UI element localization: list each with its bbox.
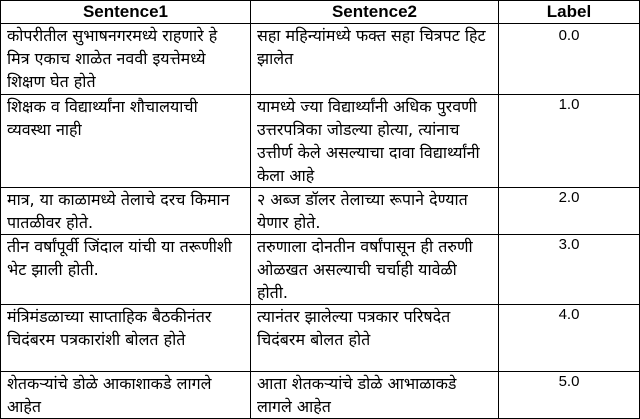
sentence2-cell: आता शेतकऱ्यांचे डोळे आभाळाकडे लागले आहेत [251, 372, 499, 419]
sentence1-cell: मात्र, या काळामध्ये तेलाचे दरच किमान पातळीवर होते. [1, 188, 251, 235]
sentence2-cell: सहा महिन्यांमध्ये फक्त सहा चित्रपट हिट झालेत [251, 24, 499, 95]
table-row [1, 95, 640, 188]
label-cell: 2.0 [499, 188, 640, 235]
header-label: Label [499, 1, 640, 24]
table-row [1, 372, 640, 419]
label-cell: 5.0 [499, 372, 640, 419]
sentence1-cell: तीन वर्षांपूर्वी जिंदाल यांची या तरूणीशी भेट झाली होती. [1, 235, 251, 305]
table-row [1, 188, 640, 235]
label-cell: 4.0 [499, 305, 640, 372]
label-cell: 0.0 [499, 24, 640, 95]
sentence1-cell: शेतकऱ्यांचे डोळे आकाशाकडे लागले आहेत [1, 372, 251, 419]
sentence2-cell: त्यानंतर झालेल्या पत्रकार परिषदेत चिदंबरम बोलत होते [251, 305, 499, 372]
sentence1-cell: कोपरीतील सुभाषनगरमध्ये राहणारे हे मित्र एकाच शाळेत नववी इयत्तेमध्ये शिक्षण घेत होते [1, 24, 251, 95]
sentence1-cell: शिक्षक व विद्यार्थ्यांना शौचालयाची व्यवस्था नाही [1, 95, 251, 188]
table-row [1, 24, 640, 95]
header-sentence1: Sentence1 [1, 1, 251, 24]
table-row [1, 305, 640, 372]
label-cell: 3.0 [499, 235, 640, 305]
header-sentence2: Sentence2 [251, 1, 499, 24]
sentence2-cell: यामध्ये ज्या विद्यार्थ्यांनी अधिक पुरवणी उत्तरपत्रिका जोडल्या होत्या, त्यांनाच उत्तीर्ण केले असल्याचा दावा विद्यार्थ्यांनी केला आहे [251, 95, 499, 188]
table-row [1, 235, 640, 305]
header-row [1, 1, 640, 24]
sentence1-cell: मंत्रिमंडळाच्या साप्ताहिक बैठकीनंतर चिदंबरम पत्रकारांशी बोलत होते [1, 305, 251, 372]
label-cell: 1.0 [499, 95, 640, 188]
sentence2-cell: २ अब्ज डॉलर तेलाच्या रूपाने देण्यात येणार होते. [251, 188, 499, 235]
sentence2-cell: तरुणाला दोनतीन वर्षांपासून ही तरुणी ओळखत असल्याची चर्चाही यावेळी होती. [251, 235, 499, 305]
